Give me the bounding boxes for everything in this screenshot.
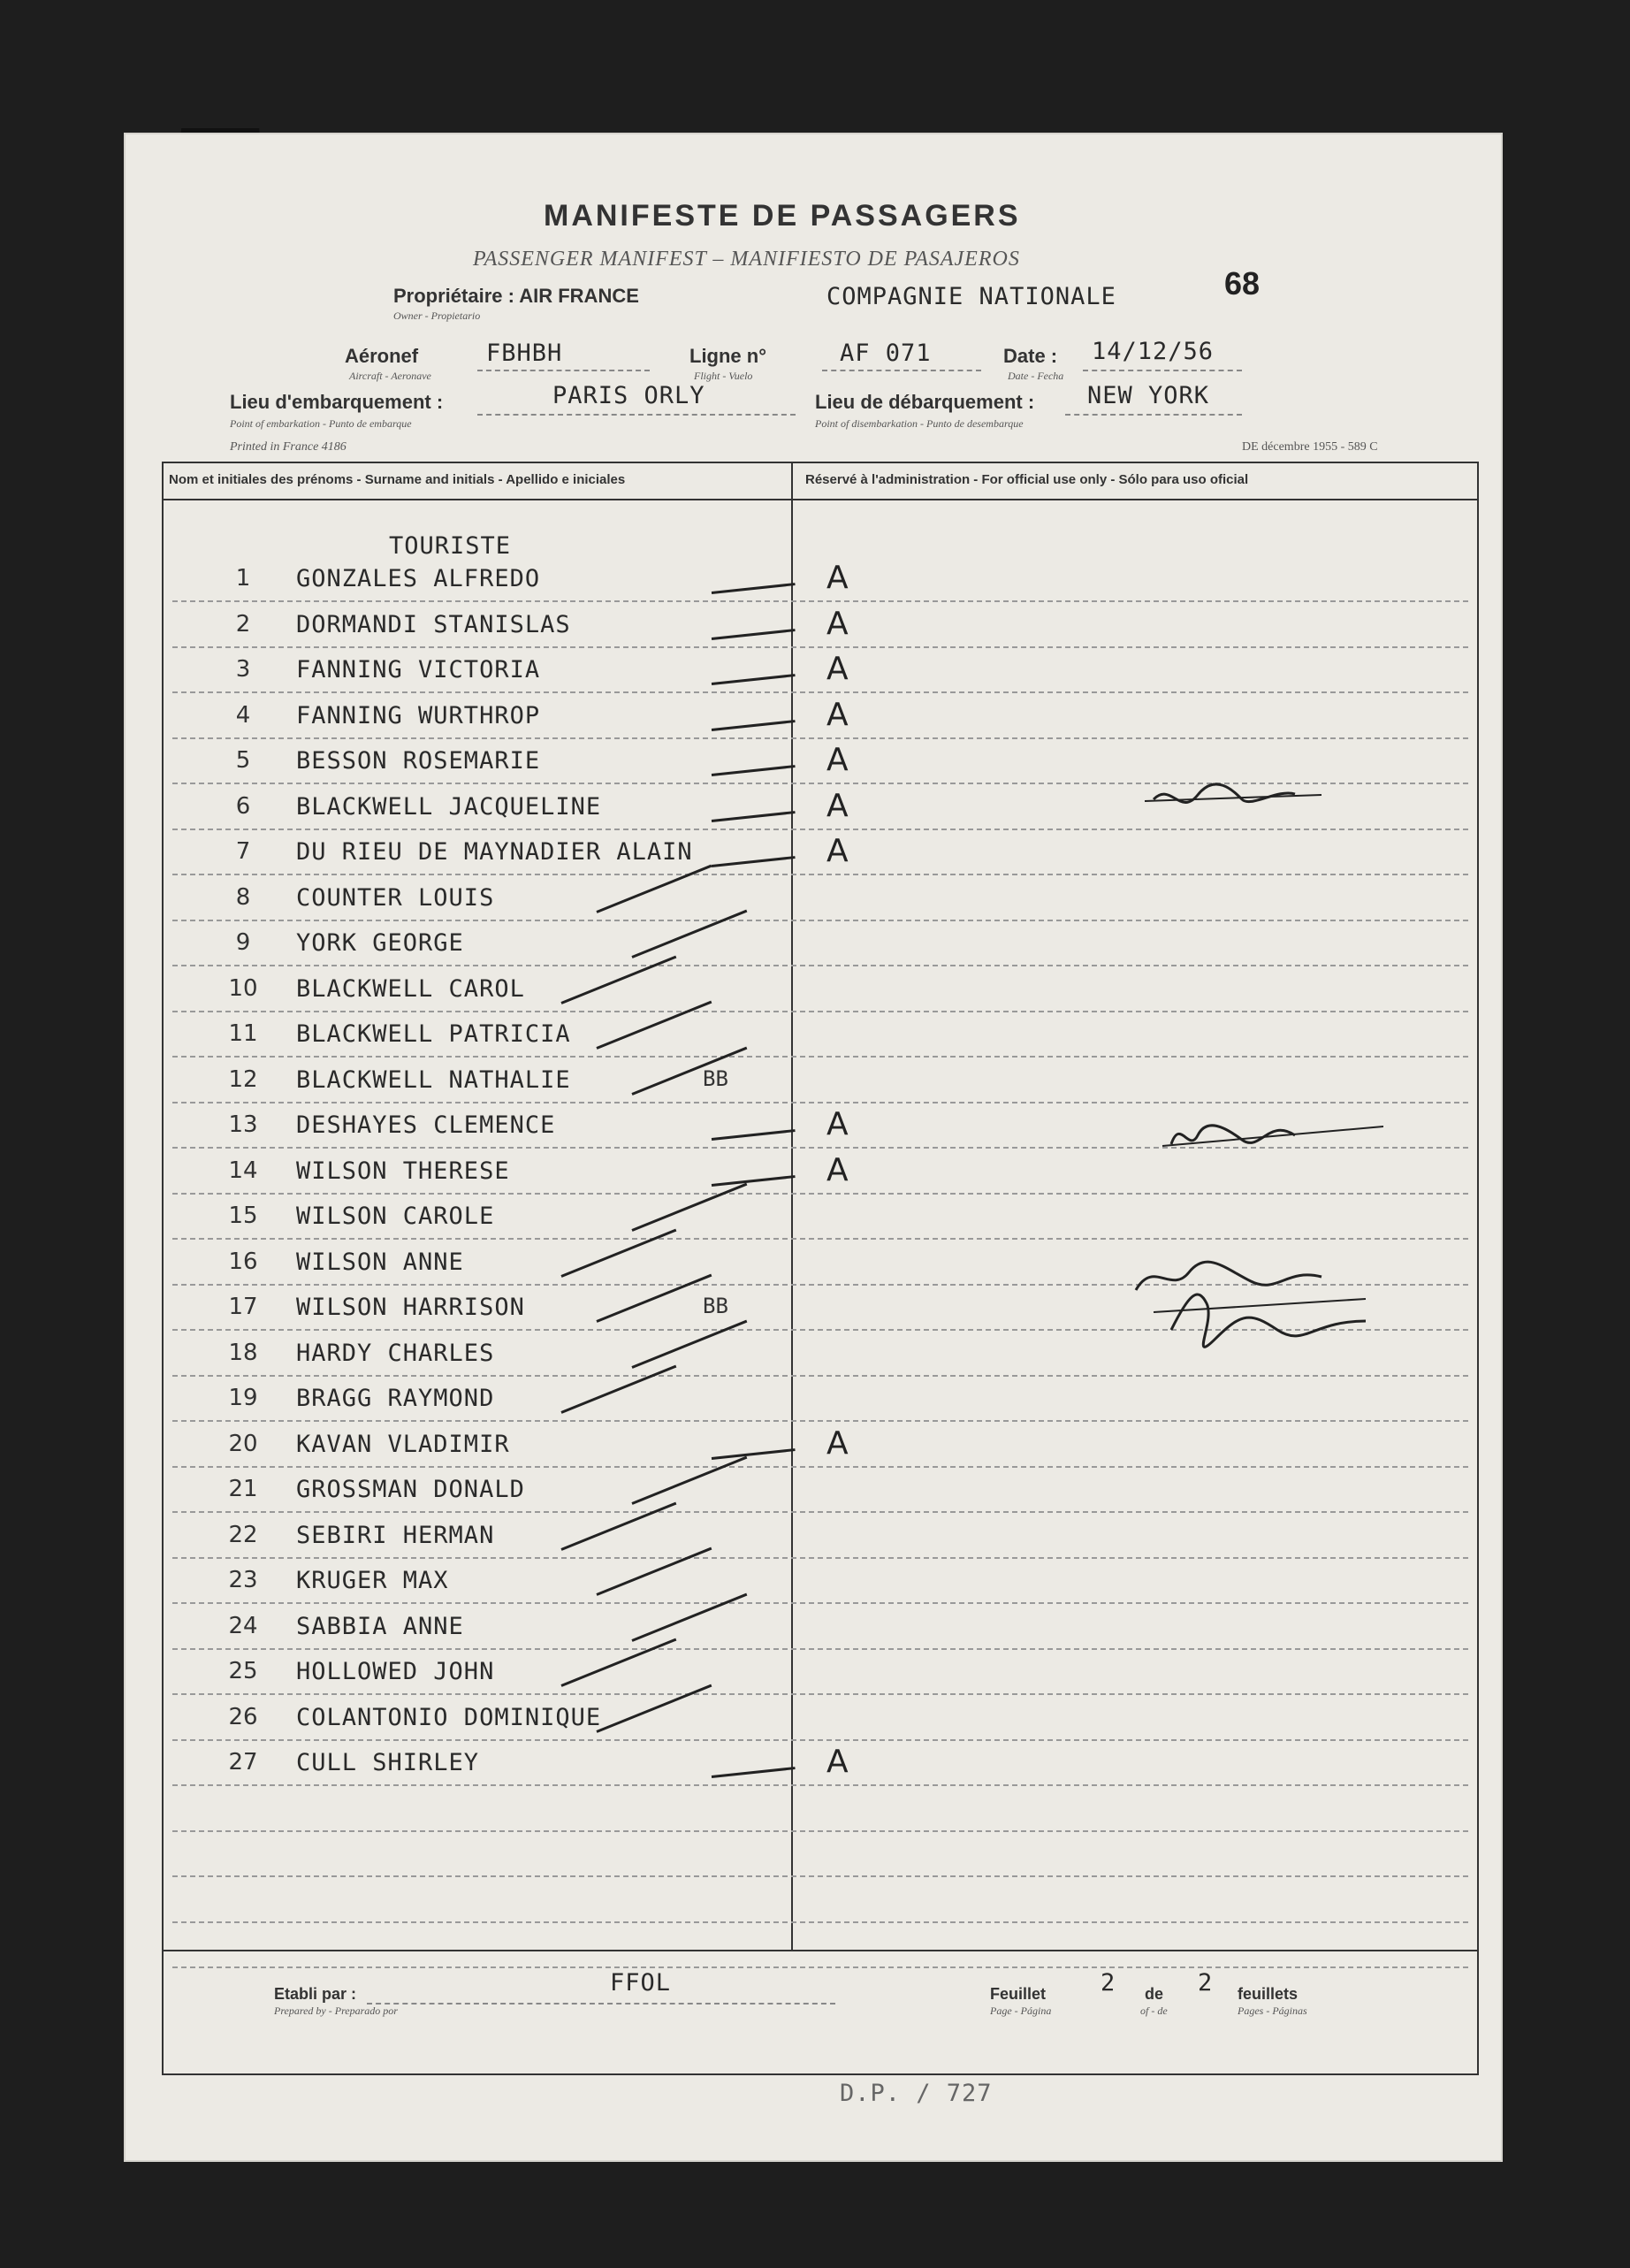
row-number: 8	[235, 883, 251, 911]
row-number: 4	[235, 701, 251, 729]
row-number: 21	[228, 1476, 258, 1502]
row-number: 26	[228, 1703, 258, 1730]
form-code: DE décembre 1955 - 589 C	[1242, 440, 1378, 454]
row-rule	[172, 1830, 1468, 1832]
row-rule	[172, 1921, 1468, 1923]
table-row	[164, 1522, 1477, 1566]
passenger-name: WILSON THERESE	[296, 1157, 510, 1185]
row-number: 20	[228, 1430, 258, 1457]
table-row	[164, 1704, 1477, 1748]
table-row	[164, 1658, 1477, 1702]
table-row	[164, 1385, 1477, 1429]
table-row	[164, 651, 1477, 700]
owner-label: Propriétaire : AIR FRANCE	[393, 285, 639, 307]
embark-sub: Point of embarkation - Punto de embarque	[230, 417, 412, 430]
row-number: 12	[228, 1065, 258, 1093]
admin-mark: A	[826, 833, 849, 869]
company-name: COMPAGNIE NATIONALE	[826, 283, 1116, 310]
disembark-line	[1065, 414, 1242, 416]
column-header-name: Nom et initiales des prénoms - Surname and initials - Apellido e iniciales	[169, 472, 626, 487]
aircraft-value: FBHBH	[486, 340, 563, 367]
passenger-name: BESSON ROSEMARIE	[296, 747, 541, 775]
row-number: 19	[228, 1385, 258, 1411]
disembark-sub: Point of disembarkation - Punto de desembarque	[815, 417, 1024, 430]
passenger-name: HOLLOWED JOHN	[296, 1658, 495, 1685]
passenger-name: WILSON ANNE	[296, 1248, 464, 1276]
row-number: 1	[235, 565, 251, 592]
of-sub: of - de	[1140, 2005, 1168, 2017]
date-sub: Date - Fecha	[1008, 370, 1064, 382]
flight-sub: Flight - Vuelo	[694, 370, 753, 382]
passenger-name: KRUGER MAX	[296, 1567, 449, 1594]
row-number: 13	[228, 1111, 258, 1138]
flight-value: AF 071	[840, 340, 932, 367]
date-line	[1083, 370, 1242, 371]
disembark-label: Lieu de débarquement :	[815, 391, 1035, 413]
row-number: 22	[228, 1521, 258, 1548]
admin-mark: A	[826, 605, 849, 642]
row-number: 27	[228, 1749, 258, 1775]
admin-mark: A	[826, 651, 849, 687]
date-label: Date :	[1003, 345, 1058, 367]
manifest-sheet	[124, 133, 1503, 2162]
document-subtitle: PASSENGER MANIFEST – MANIFIESTO DE PASAJEROS	[473, 248, 1020, 271]
row-number: 7	[235, 838, 251, 865]
admin-mark: A	[826, 560, 849, 596]
passenger-name: COUNTER LOUIS	[296, 883, 495, 912]
row-rule	[172, 1875, 1468, 1877]
pages-sub: Pages - Páginas	[1238, 2005, 1307, 2017]
date-value: 14/12/56	[1092, 338, 1215, 365]
disembark-value: NEW YORK	[1087, 382, 1210, 409]
row-number: 3	[235, 656, 251, 683]
sheet-value: 2	[1101, 1969, 1116, 1997]
manifest-footer	[162, 1951, 1479, 2075]
of-value: 2	[1198, 1969, 1214, 1997]
aircraft-line	[477, 370, 650, 371]
prepared-sub: Prepared by - Preparado por	[274, 2005, 398, 2017]
admin-mark: A	[826, 1151, 849, 1188]
row-number: 24	[228, 1612, 258, 1639]
passenger-table	[162, 462, 1479, 1951]
row-number: 17	[228, 1294, 258, 1320]
table-row	[164, 1424, 1477, 1475]
passenger-name: FANNING VICTORIA	[296, 656, 541, 683]
passenger-name: CULL SHIRLEY	[296, 1749, 480, 1776]
passenger-name: BLACKWELL CAROL	[296, 974, 525, 1003]
passenger-name: GROSSMAN DONALD	[296, 1476, 525, 1503]
table-header	[164, 463, 1477, 500]
owner-sub: Owner - Propietario	[393, 309, 481, 322]
passenger-name: BRAGG RAYMOND	[296, 1385, 495, 1412]
passenger-name: HARDY CHARLES	[296, 1339, 495, 1367]
passenger-name: COLANTONIO DOMINIQUE	[296, 1703, 602, 1731]
section-label: TOURISTE	[389, 532, 512, 560]
row-number: 9	[235, 929, 251, 956]
passenger-note: BB	[703, 1294, 728, 1318]
table-row	[164, 605, 1477, 655]
row-number: 11	[228, 1020, 258, 1047]
row-number: 16	[228, 1248, 258, 1275]
flight-label: Ligne n°	[689, 345, 767, 367]
row-number: 25	[228, 1658, 258, 1684]
passenger-name: DORMANDI STANISLAS	[296, 610, 571, 638]
row-number: 10	[228, 974, 258, 1002]
prepared-label: Etabli par :	[274, 1985, 357, 2003]
embark-label: Lieu d'embarquement :	[230, 391, 444, 413]
row-number: 5	[235, 747, 251, 774]
aircraft-label: Aéronef	[345, 345, 419, 367]
passenger-name: DU RIEU DE MAYNADIER ALAIN	[296, 838, 693, 866]
table-row	[164, 696, 1477, 746]
admin-mark: A	[826, 1106, 849, 1142]
of-label: de	[1145, 1985, 1164, 2003]
admin-mark: A	[826, 1744, 849, 1780]
passenger-name: YORK GEORGE	[296, 929, 464, 957]
sheet-label: Feuillet	[990, 1985, 1047, 2003]
aircraft-sub: Aircraft - Aeronave	[349, 370, 431, 382]
handwritten-signatures	[1118, 764, 1383, 1383]
passenger-name: FANNING WURTHROP	[296, 701, 541, 729]
admin-mark: A	[826, 1424, 849, 1462]
table-row	[164, 1613, 1477, 1657]
admin-mark: A	[826, 742, 849, 778]
embark-line	[477, 414, 796, 416]
passenger-name: BLACKWELL JACQUELINE	[296, 792, 602, 821]
passenger-name: KAVAN VLADIMIR	[296, 1430, 510, 1458]
passenger-name: SABBIA ANNE	[296, 1612, 464, 1640]
stamp-number: D.P. / 727	[840, 2080, 993, 2107]
printed-note: Printed in France 4186	[230, 440, 347, 454]
prepared-value: FFOL	[610, 1969, 672, 1997]
table-row	[164, 1744, 1477, 1793]
row-number: 23	[228, 1567, 258, 1593]
row-number: 6	[235, 792, 251, 820]
passenger-name: GONZALES ALFREDO	[296, 565, 541, 592]
prepared-line	[367, 2003, 835, 2005]
table-row	[164, 1567, 1477, 1611]
sheet-sub: Page - Página	[990, 2005, 1052, 2017]
passenger-name: BLACKWELL PATRICIA	[296, 1020, 571, 1048]
row-number: 14	[228, 1157, 258, 1184]
sheet-number: 68	[1224, 265, 1261, 302]
passenger-name: BLACKWELL NATHALIE	[296, 1065, 571, 1094]
passenger-name: SEBIRI HERMAN	[296, 1521, 495, 1549]
pages-label: feuillets	[1238, 1985, 1299, 2003]
passenger-note: BB	[703, 1065, 728, 1091]
column-header-admin: Réservé à l'administration - For official use only - Sólo para uso oficial	[805, 472, 1249, 487]
table-row	[164, 560, 1477, 609]
passenger-name: WILSON CAROLE	[296, 1203, 495, 1230]
admin-mark: A	[826, 787, 849, 824]
row-number: 18	[228, 1339, 258, 1366]
row-number: 2	[235, 610, 251, 638]
passenger-name: DESHAYES CLEMENCE	[296, 1111, 556, 1139]
embark-value: PARIS ORLY	[552, 382, 705, 409]
table-row	[164, 1476, 1477, 1520]
passenger-name: WILSON HARRISON	[296, 1294, 525, 1321]
flight-line	[822, 370, 981, 371]
admin-mark: A	[826, 696, 849, 733]
row-number: 15	[228, 1203, 258, 1229]
document-title: MANIFESTE DE PASSAGERS	[544, 199, 1021, 233]
